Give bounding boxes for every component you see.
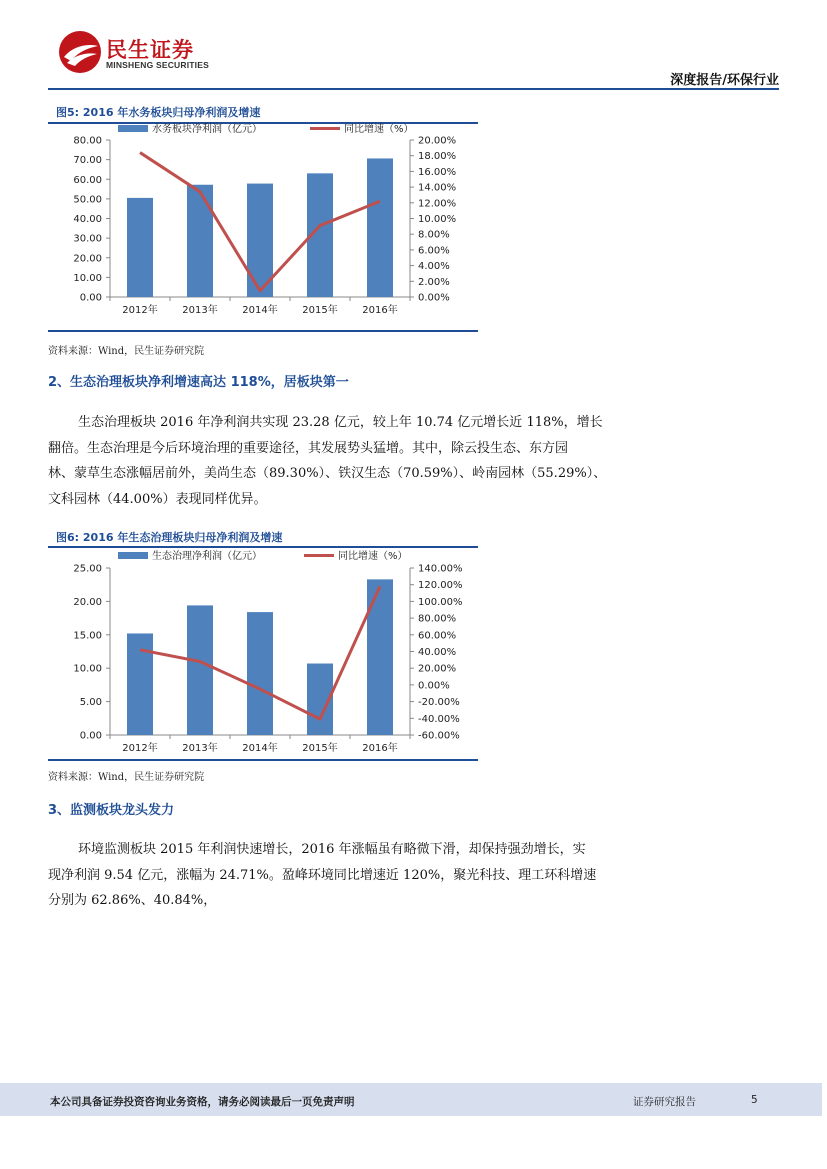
figure6-x-tick-label: 2016年 — [362, 743, 398, 754]
figure6-left-tick-label: 5.00 — [79, 697, 102, 709]
figure6-title: 图6: 2016 年生态治理板块归母净利润及增速 — [56, 531, 283, 544]
footer-label: 证券研究报告 — [633, 1096, 696, 1108]
brand-logo — [58, 30, 218, 76]
figure5-bottom-rule — [48, 330, 478, 332]
figure5-legend-bar-swatch — [118, 125, 148, 132]
figure6-legend-line-label: 同比增速（%） — [338, 551, 408, 562]
figure6-right-tick-label: 140.00% — [418, 563, 463, 575]
figure6-legend-bar-label: 生态治理净利润（亿元） — [152, 551, 262, 562]
figure6-x-tick-label: 2015年 — [302, 743, 338, 754]
figure5-left-tick-label: 20.00 — [73, 253, 102, 265]
figure6-right-tick-label: 40.00% — [418, 647, 457, 658]
figure5-x-tick-label: 2016年 — [362, 305, 398, 316]
figure6-right-tick-label: -20.00% — [418, 697, 460, 709]
brand-name-en: MINSHENG SECURITIES — [106, 60, 209, 70]
section2-line-1: 生态治理板块 2016 年净利润共实现 23.28 亿元，较上年 10.74 亿元增长近 118%，增长 — [78, 415, 603, 430]
figure6-legend-bar-swatch — [118, 552, 148, 559]
section2-line-3: 林、蒙草生态涨幅居前外，美尚生态（89.30%）、铁汉生态（70.59%）、岭南园林（55.29%）、 — [48, 466, 607, 481]
figure5-right-tick-label: 0.00% — [418, 292, 450, 304]
figure6-left-tick-label: 25.00 — [73, 563, 102, 575]
figure5-bar — [367, 158, 393, 297]
section2-line-2: 翻倍。生态治理是今后环境治理的重要途径，其发展势头猛增。其中，除云投生态、东方园 — [48, 440, 569, 456]
footer-disclaimer: 本公司具备证券投资咨询业务资格，请务必阅读最后一页免责声明 — [50, 1096, 355, 1108]
figure5-left-tick-label: 60.00 — [73, 174, 102, 186]
figure6-right-tick-label: 0.00% — [418, 680, 450, 692]
figure6-bar — [127, 633, 153, 735]
report-type: 深度报告/环保行业 — [670, 73, 779, 88]
figure5-chart — [48, 123, 478, 323]
figure5-title: 图5: 2016 年水务板块归母净利润及增速 — [56, 106, 261, 119]
figure5-left-tick-label: 50.00 — [73, 194, 102, 206]
figure5-right-tick-label: 8.00% — [418, 229, 450, 241]
figure6-x-tick-label: 2012年 — [122, 743, 158, 754]
section3-heading: 3、监测板块龙头发力 — [48, 803, 175, 818]
figure6-right-tick-label: 60.00% — [418, 630, 457, 642]
header-divider — [48, 88, 779, 90]
figure5-right-tick-label: 12.00% — [418, 198, 457, 210]
section2-paragraph — [48, 410, 640, 512]
section3-paragraph — [48, 837, 640, 914]
figure5-right-tick-label: 16.00% — [418, 166, 457, 178]
figure5-source: 资料来源：Wind，民生证券研究院 — [48, 346, 205, 357]
figure6-left-tick-label: 0.00 — [79, 730, 102, 742]
figure6-bar — [367, 579, 393, 735]
figure5-right-tick-label: 6.00% — [418, 245, 450, 257]
figure6-bar — [187, 605, 213, 735]
figure6-right-tick-label: 100.00% — [418, 596, 463, 608]
figure5-bar — [187, 185, 213, 297]
figure6-right-tick-label: 120.00% — [418, 580, 463, 592]
figure5-left-tick-label: 30.00 — [73, 233, 102, 245]
figure6-x-tick-label: 2013年 — [182, 743, 218, 754]
brand-name-cn: 民生证券 — [106, 38, 194, 62]
figure6-left-tick-label: 10.00 — [73, 663, 102, 675]
figure5-left-tick-label: 70.00 — [73, 155, 102, 167]
figure6-right-tick-label: 80.00% — [418, 613, 457, 625]
figure5-x-tick-label: 2014年 — [242, 305, 278, 316]
figure6-right-tick-label: 20.00% — [418, 663, 457, 675]
figure5-right-tick-label: 4.00% — [418, 261, 450, 273]
figure6-source: 资料来源：Wind，民生证券研究院 — [48, 772, 205, 783]
section3-line-1: 环境监测板块 2015 年利润快速增长，2016 年涨幅虽有略微下滑，却保持强劲增长，实 — [78, 842, 586, 857]
figure5-x-tick-label: 2013年 — [182, 305, 218, 316]
figure5-left-tick-label: 10.00 — [73, 272, 102, 284]
figure5-right-tick-label: 20.00% — [418, 135, 457, 147]
figure5-left-tick-label: 80.00 — [73, 135, 102, 147]
figure6-right-tick-label: -40.00% — [418, 713, 460, 725]
figure5-right-tick-label: 2.00% — [418, 276, 450, 288]
page-number: 5 — [751, 1094, 758, 1106]
section3-line-3: 分别为 62.86%、40.84%， — [48, 893, 217, 908]
figure5-legend-bar-label: 水务板块净利润（亿元） — [152, 124, 262, 135]
figure5-left-tick-label: 0.00 — [79, 292, 102, 304]
figure5-right-tick-label: 10.00% — [418, 214, 457, 225]
figure6-left-tick-label: 20.00 — [73, 596, 102, 608]
page-footer — [0, 1083, 822, 1116]
figure6-chart — [48, 547, 478, 757]
figure6-right-tick-label: -60.00% — [418, 730, 460, 742]
figure5-legend-line-label: 同比增速（%） — [344, 124, 414, 135]
figure6-bottom-rule — [48, 759, 478, 761]
section2-line-4: 文科园林（44.00%）表现同样优异。 — [48, 491, 267, 507]
figure5-right-tick-label: 14.00% — [418, 182, 457, 194]
figure5-x-tick-label: 2012年 — [122, 305, 158, 316]
figure5-bar — [127, 198, 153, 297]
figure6-left-tick-label: 15.00 — [73, 630, 102, 642]
figure5-right-tick-label: 18.00% — [418, 151, 457, 163]
brand-logo-icon — [58, 30, 102, 74]
figure5-left-tick-label: 40.00 — [73, 214, 102, 225]
figure6-x-tick-label: 2014年 — [242, 743, 278, 754]
section2-heading: 2、生态治理板块净利增速高达 118%，居板块第一 — [48, 375, 349, 390]
section3-line-2: 现净利润 9.54 亿元，涨幅为 24.71%。盈峰环境同比增速近 120%，聚光科技、理工环科增速 — [48, 867, 597, 883]
figure5-x-tick-label: 2015年 — [302, 305, 338, 316]
figure6-bar — [247, 612, 273, 735]
